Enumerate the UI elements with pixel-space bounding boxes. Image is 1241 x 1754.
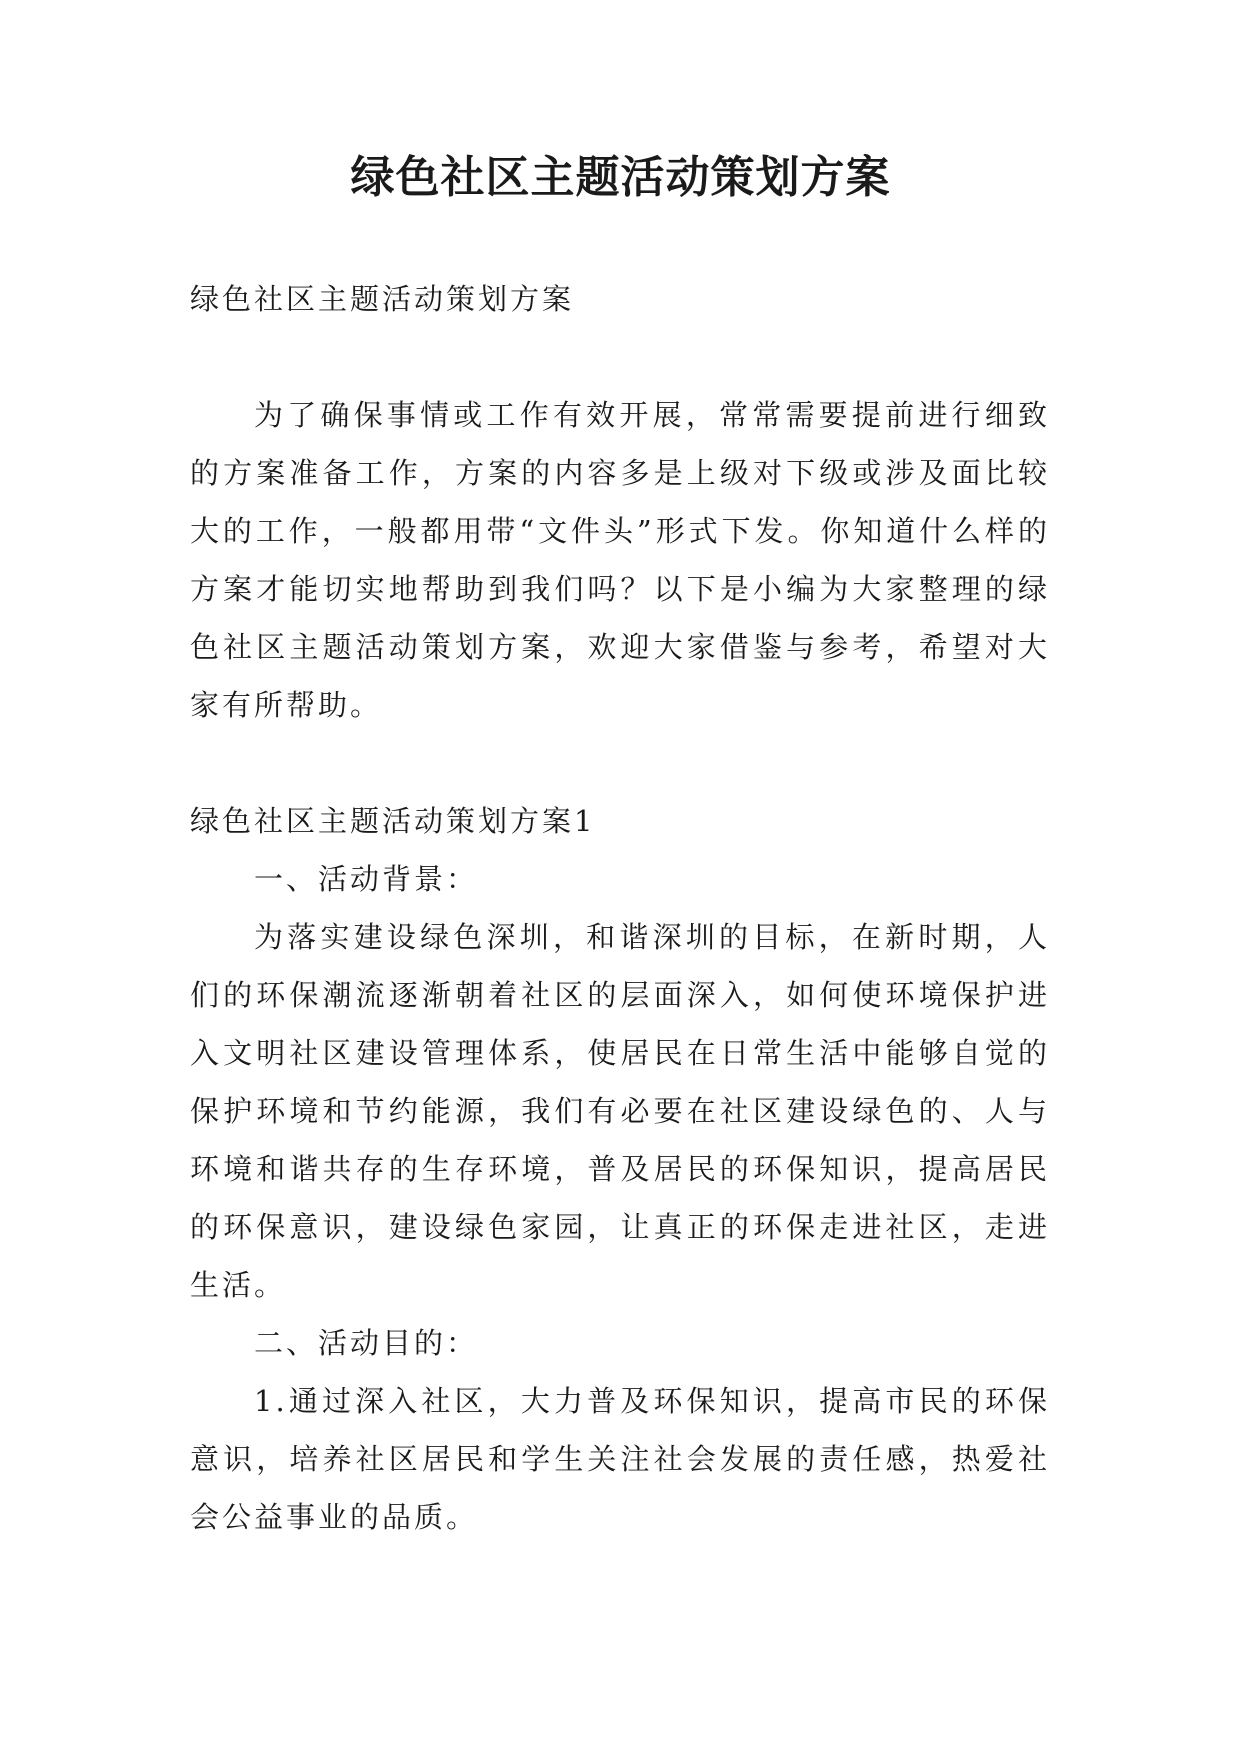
section-title: 绿色社区主题活动策划方案1 — [190, 804, 596, 838]
background-heading: 一、活动背景： — [254, 862, 479, 896]
background-paragraph: 为落实建设绿色深圳，和谐深圳的目标，在新时期，人们的环保潮流逐渐朝着社区的层面深入，如何使环境保护进入文明社区建设管理体系，使居民在日常生活中能够自觉的保护环境和节约能源，我们有必要在社区建设绿色的、人与环境和谐共存的生存环境，普及居民的环保知识，提高居民的环保意识，建设绿色家园，让真正的环保走进社区，走进生活。 — [190, 920, 1050, 1302]
document-subtitle: 绿色社区主题活动策划方案 — [190, 282, 575, 316]
intro-paragraph: 为了确保事情或工作有效开展，常常需要提前进行细致的方案准备工作，方案的内容多是上级对下级或涉及面比较大的工作，一般都用带“文件头”形式下发。你知道什么样的方案才能切实地帮助到我们吗？以下是小编为大家整理的绿色社区主题活动策划方案，欢迎大家借鉴与参考，希望对大家有所帮助。 — [190, 398, 1050, 722]
document-body — [190, 270, 1050, 1546]
document-title: 绿色社区主题活动策划方案 — [350, 152, 891, 203]
purpose-item-1: 1.通过深入社区，大力普及环保知识，提高市民的环保意识，培养社区居民和学生关注社会发展的责任感，热爱社会公益事业的品质。 — [190, 1384, 1050, 1534]
purpose-heading: 二、活动目的： — [254, 1326, 479, 1360]
